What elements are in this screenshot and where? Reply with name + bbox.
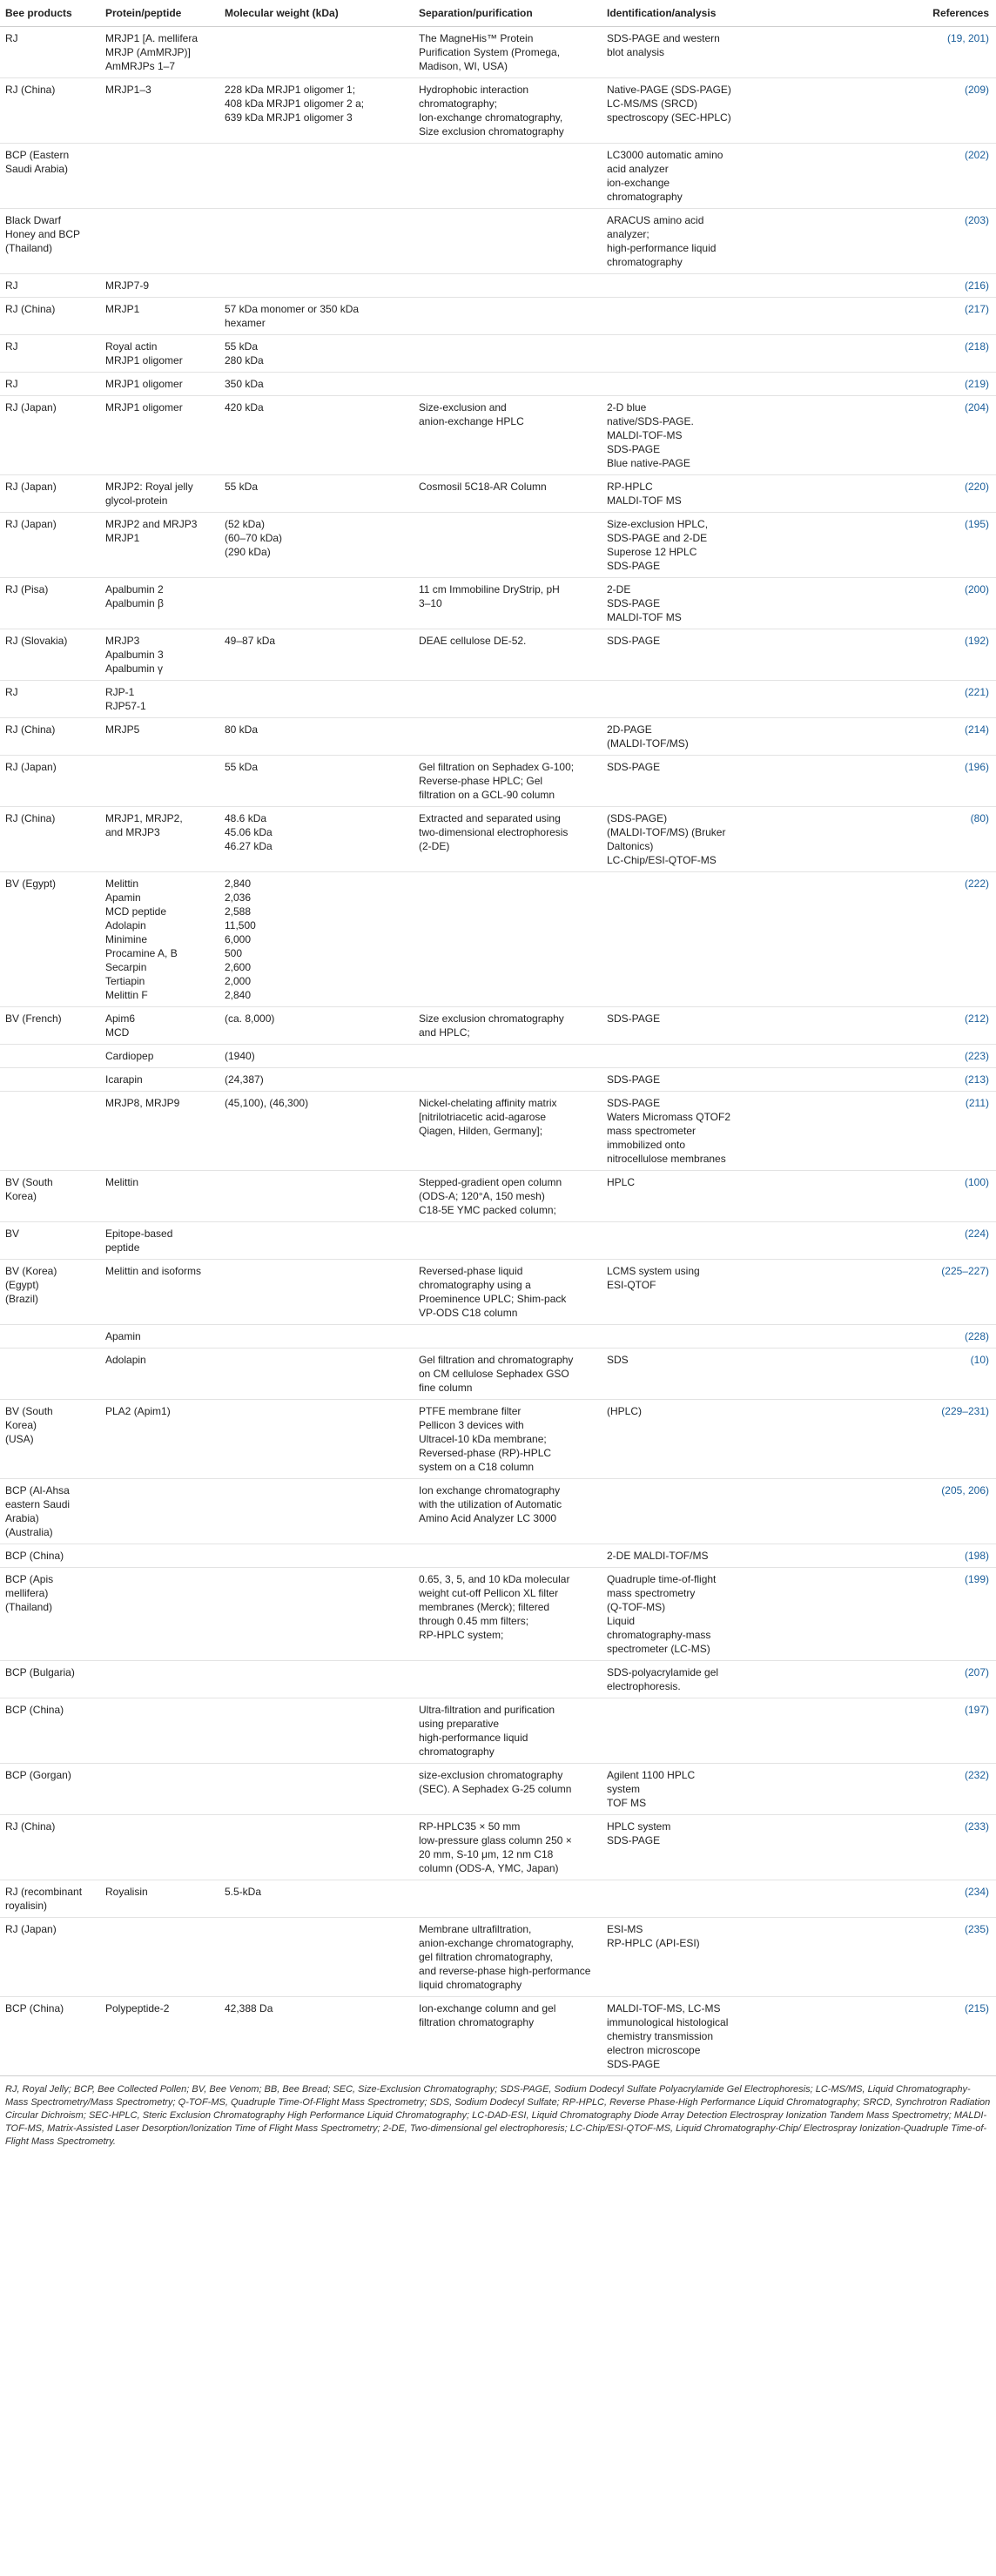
table-row [0,373,996,396]
cell-bee-product: BCP (Al-Ahsa eastern Saudi Arabia) (Australia) [0,1479,100,1544]
cell-separation [414,1325,602,1349]
cell-protein: Royal actin MRJP1 oligomer [100,335,219,373]
cell-reference[interactable]: (219) [796,373,996,396]
table-row [0,1997,996,2076]
cell-separation: Gel filtration on Sephadex G-100; Reverse-phase HPLC; Gel filtration on a GCL-90 column [414,756,602,807]
table-row [0,1815,996,1880]
cell-molecular-weight [219,1400,414,1479]
cell-reference[interactable]: (80) [796,807,996,872]
cell-bee-product: BV (Korea) (Egypt) (Brazil) [0,1260,100,1325]
table-row [0,144,996,209]
cell-separation: Ion exchange chromatography with the utilization of Automatic Amino Acid Analyzer LC 3000 [414,1479,602,1544]
cell-bee-product: RJ (Japan) [0,756,100,807]
table-footnote: RJ, Royal Jelly; BCP, Bee Collected Pollen; BV, Bee Venom; BB, Bee Bread; SEC, Size-Exclusion Chromatography; SDS-PAGE, Sodium Dodecyl Sulfate Polyacrylamide Gel Electrophoresis; LC-MS/MS, Liquid Chromatography-Mass Spectrometry/Mass Spectrometry; Q-TOF-MS, Quadruple Time-Of-Flight Mass Spectrometry; SDS, Sodium Dodecyl Sulfate; RP-HPLC, Reverse Phase-High Performance Liquid Chromatography; SRCD, Synchrotron Radiation Circular Dichroism; SEC-HPLC, Steric Exclusion Chromatography High Performance Liquid Chromatography; LC-DAD-ESI, Liquid Chromatography Diode Array Detection Electrospray Ionization Tandem Mass Spectrometry; MALDI-TOF-MS, Matrix-Assisted Laser Desorption/Ionization Time of Flight Mass Spectrometry; 2-DE, Two-dimensional gel electrophoresis; LC-Chip/ESI-QTOF-MS, Liquid Chromatography-Chip/ Electrospray Ionization-Quadruple Time-of-Flight Mass Spectrometry. [5,2084,991,2147]
cell-reference[interactable]: (220) [796,475,996,513]
cell-molecular-weight: 49–87 kDa [219,629,414,681]
cell-identification [602,1045,796,1068]
table-row [0,1068,996,1092]
cell-bee-product: RJ [0,335,100,373]
cell-reference[interactable]: (232) [796,1764,996,1815]
cell-reference[interactable]: (207) [796,1661,996,1698]
cell-separation: size-exclusion chromatography (SEC). A Sephadex G-25 column [414,1764,602,1815]
cell-identification: MALDI-TOF-MS, LC-MS immunological histological chemistry transmission electron microscope SDS-PAGE [602,1997,796,2076]
cell-identification [602,1880,796,1918]
cell-molecular-weight: 48.6 kDa 45.06 kDa 46.27 kDa [219,807,414,872]
cell-bee-product: RJ [0,373,100,396]
cell-identification [602,1698,796,1764]
cell-reference[interactable]: (19, 201) [796,27,996,78]
cell-separation: RP-HPLC35 × 50 mm low-pressure glass column 250 × 20 mm, S-10 μm, 12 nm C18 column (ODS-A, YMC, Japan) [414,1815,602,1880]
header-references: References [796,0,996,27]
cell-molecular-weight [219,1764,414,1815]
cell-molecular-weight [219,1698,414,1764]
cell-identification: HPLC system SDS-PAGE [602,1815,796,1880]
cell-molecular-weight: 80 kDa [219,718,414,756]
cell-protein: Royalisin [100,1880,219,1918]
cell-bee-product: Black Dwarf Honey and BCP (Thailand) [0,209,100,274]
table-row [0,1045,996,1068]
cell-reference[interactable]: (202) [796,144,996,209]
header-protein: Protein/peptide [100,0,219,27]
cell-molecular-weight [219,144,414,209]
cell-reference[interactable]: (205, 206) [796,1479,996,1544]
cell-identification: SDS-polyacrylamide gel electrophoresis. [602,1661,796,1698]
header-separation: Separation/purification [414,0,602,27]
cell-identification: LCMS system using ESI-QTOF [602,1260,796,1325]
cell-protein: MRJP2: Royal jelly glycol-protein [100,475,219,513]
cell-bee-product: RJ (Slovakia) [0,629,100,681]
cell-identification: SDS-PAGE [602,629,796,681]
cell-reference[interactable]: (235) [796,1918,996,1997]
cell-bee-product: BCP (China) [0,1698,100,1764]
cell-molecular-weight [219,1260,414,1325]
cell-bee-product: BV (French) [0,1007,100,1045]
cell-reference[interactable]: (196) [796,756,996,807]
cell-protein [100,1698,219,1764]
cell-identification: ESI-MS RP-HPLC (API-ESI) [602,1918,796,1997]
cell-protein [100,1918,219,1997]
table-row [0,298,996,335]
table-row [0,1764,996,1815]
table-row [0,1479,996,1544]
cell-protein: MRJP1 [A. mellifera MRJP (AmMRJP)] AmMRJPs 1–7 [100,27,219,78]
table-row [0,629,996,681]
cell-identification: Agilent 1100 HPLC system TOF MS [602,1764,796,1815]
table-row [0,578,996,629]
cell-separation [414,209,602,274]
cell-bee-product: RJ [0,274,100,298]
cell-protein: MRJP5 [100,718,219,756]
table-row [0,1325,996,1349]
cell-molecular-weight: 55 kDa [219,475,414,513]
table-row [0,1092,996,1171]
cell-identification: 2-DE MALDI-TOF/MS [602,1544,796,1568]
cell-reference[interactable]: (214) [796,718,996,756]
table-row [0,1222,996,1260]
table-header [0,0,996,27]
cell-molecular-weight [219,681,414,718]
table-row [0,1007,996,1045]
cell-molecular-weight: 55 kDa 280 kDa [219,335,414,373]
cell-protein: Apamin [100,1325,219,1349]
table-row [0,274,996,298]
cell-identification: LC3000 automatic amino acid analyzer ion-exchange chromatography [602,144,796,209]
cell-bee-product: RJ (Pisa) [0,578,100,629]
cell-reference[interactable]: (195) [796,513,996,578]
cell-protein: Melittin and isoforms [100,1260,219,1325]
cell-bee-product: BCP (China) [0,1544,100,1568]
table-row [0,807,996,872]
cell-protein: Melittin Apamin MCD peptide Adolapin Minimine Procamine A, B Secarpin Tertiapin Melittin F [100,872,219,1007]
cell-bee-product: RJ (Japan) [0,513,100,578]
cell-molecular-weight [219,1568,414,1661]
table-row [0,756,996,807]
cell-molecular-weight: (1940) [219,1045,414,1068]
cell-molecular-weight [219,274,414,298]
cell-protein [100,1661,219,1698]
cell-molecular-weight [219,1661,414,1698]
table-body [0,27,996,2076]
cell-identification [602,1325,796,1349]
cell-reference[interactable]: (204) [796,396,996,475]
cell-bee-product: BV (South Korea) (USA) [0,1400,100,1479]
table-row [0,1661,996,1698]
header-row [0,0,996,27]
cell-protein: Apim6 MCD [100,1007,219,1045]
cell-separation: Size exclusion chromatography and HPLC; [414,1007,602,1045]
cell-identification: 2D-PAGE (MALDI-TOF/MS) [602,718,796,756]
table-row [0,872,996,1007]
cell-bee-product: BCP (Gorgan) [0,1764,100,1815]
cell-bee-product: RJ [0,681,100,718]
cell-bee-product: RJ (China) [0,718,100,756]
header-identification: Identification/analysis [602,0,796,27]
cell-identification [602,872,796,1007]
cell-identification [602,335,796,373]
cell-identification [602,1479,796,1544]
cell-molecular-weight: 2,840 2,036 2,588 11,500 6,000 500 2,600 2,000 2,840 [219,872,414,1007]
cell-separation [414,681,602,718]
cell-molecular-weight [219,27,414,78]
cell-separation: DEAE cellulose DE-52. [414,629,602,681]
cell-reference[interactable]: (225–227) [796,1260,996,1325]
cell-separation: Hydrophobic interaction chromatography; Ion-exchange chromatography, Size exclusion chromatography [414,78,602,144]
cell-identification: SDS-PAGE [602,1007,796,1045]
cell-separation: Ultra-filtration and purification using preparative high-performance liquid chromatography [414,1698,602,1764]
cell-bee-product: RJ [0,27,100,78]
cell-molecular-weight: 57 kDa monomer or 350 kDa hexamer [219,298,414,335]
table-row [0,78,996,144]
cell-bee-product [0,1045,100,1068]
cell-protein: Cardiopep [100,1045,219,1068]
cell-molecular-weight [219,578,414,629]
table-row [0,1349,996,1400]
cell-separation: Membrane ultrafiltration, anion-exchange chromatography, gel filtration chromatography, and reverse-phase high-performance liquid chromatography [414,1918,602,1997]
cell-reference[interactable]: (221) [796,681,996,718]
cell-reference[interactable]: (100) [796,1171,996,1222]
cell-bee-product: RJ (China) [0,807,100,872]
table-row [0,209,996,274]
cell-identification: ARACUS amino acid analyzer; high-performance liquid chromatography [602,209,796,274]
cell-protein: MRJP1 oligomer [100,396,219,475]
cell-protein [100,1479,219,1544]
cell-bee-product: RJ (China) [0,78,100,144]
cell-molecular-weight: 42,388 Da [219,1997,414,2076]
cell-identification: 2-DE SDS-PAGE MALDI-TOF MS [602,578,796,629]
cell-protein: MRJP1–3 [100,78,219,144]
table-row [0,513,996,578]
cell-separation: PTFE membrane filter Pellicon 3 devices with Ultracel-10 kDa membrane; Reversed-phase (RP)-HPLC system on a C18 column [414,1400,602,1479]
cell-protein: Adolapin [100,1349,219,1400]
cell-reference[interactable]: (228) [796,1325,996,1349]
cell-reference[interactable]: (234) [796,1880,996,1918]
cell-separation [414,1880,602,1918]
table-row [0,475,996,513]
cell-protein: Epitope-based peptide [100,1222,219,1260]
cell-molecular-weight [219,1918,414,1997]
cell-bee-product: RJ (Japan) [0,396,100,475]
table-row [0,335,996,373]
cell-bee-product: BCP (Eastern Saudi Arabia) [0,144,100,209]
cell-reference[interactable]: (200) [796,578,996,629]
cell-reference[interactable]: (198) [796,1544,996,1568]
cell-identification: SDS-PAGE [602,756,796,807]
cell-separation: Extracted and separated using two-dimensional electrophoresis (2-DE) [414,807,602,872]
cell-separation [414,1045,602,1068]
cell-molecular-weight: 420 kDa [219,396,414,475]
cell-separation [414,373,602,396]
cell-bee-product: RJ (China) [0,298,100,335]
cell-identification: SDS-PAGE Waters Micromass QTOF2 mass spectrometer immobilized onto nitrocellulose membranes [602,1092,796,1171]
table-row [0,1400,996,1479]
header-molecular-weight: Molecular weight (kDa) [219,0,414,27]
cell-identification: SDS [602,1349,796,1400]
table-row [0,1918,996,1997]
cell-identification: RP-HPLC MALDI-TOF MS [602,475,796,513]
cell-identification: (SDS-PAGE) (MALDI-TOF/MS) (Bruker Daltonics) LC-Chip/ESI-QTOF-MS [602,807,796,872]
cell-protein: MRJP3 Apalbumin 3 Apalbumin γ [100,629,219,681]
cell-reference[interactable]: (217) [796,298,996,335]
cell-bee-product [0,1325,100,1349]
cell-reference[interactable]: (224) [796,1222,996,1260]
cell-reference[interactable]: (209) [796,78,996,144]
cell-separation [414,1068,602,1092]
cell-molecular-weight [219,1815,414,1880]
cell-molecular-weight: (24,387) [219,1068,414,1092]
cell-reference[interactable]: (229–231) [796,1400,996,1479]
cell-bee-product: BV (Egypt) [0,872,100,1007]
cell-protein: RJP-1 RJP57-1 [100,681,219,718]
cell-molecular-weight: (52 kDa) (60–70 kDa) (290 kDa) [219,513,414,578]
cell-protein [100,209,219,274]
cell-molecular-weight [219,1171,414,1222]
cell-protein: Polypeptide-2 [100,1997,219,2076]
cell-separation [414,1661,602,1698]
cell-separation: Ion-exchange column and gel filtration chromatography [414,1997,602,2076]
cell-identification: (HPLC) [602,1400,796,1479]
cell-separation [414,144,602,209]
cell-protein: MRJP1 [100,298,219,335]
cell-protein: PLA2 (Apim1) [100,1400,219,1479]
cell-molecular-weight [219,1479,414,1544]
cell-separation [414,298,602,335]
cell-separation [414,718,602,756]
table-row [0,396,996,475]
cell-identification: SDS-PAGE and western blot analysis [602,27,796,78]
cell-bee-product: BV [0,1222,100,1260]
cell-molecular-weight: (ca. 8,000) [219,1007,414,1045]
cell-molecular-weight [219,1222,414,1260]
cell-reference[interactable]: (215) [796,1997,996,2076]
cell-identification: SDS-PAGE [602,1068,796,1092]
cell-separation: Cosmosil 5C18-AR Column [414,475,602,513]
cell-protein: MRJP1, MRJP2, and MRJP3 [100,807,219,872]
cell-identification: Size-exclusion HPLC, SDS-PAGE and 2-DE Superose 12 HPLC SDS-PAGE [602,513,796,578]
table-row [0,681,996,718]
table-row [0,1171,996,1222]
cell-reference[interactable]: (203) [796,209,996,274]
cell-separation [414,274,602,298]
cell-separation: 11 cm Immobiline DryStrip, pH 3–10 [414,578,602,629]
cell-molecular-weight: 55 kDa [219,756,414,807]
cell-protein [100,1764,219,1815]
cell-bee-product: RJ (Japan) [0,1918,100,1997]
cell-identification: Native-PAGE (SDS-PAGE) LC-MS/MS (SRCD) spectroscopy (SEC-HPLC) [602,78,796,144]
cell-protein: Apalbumin 2 Apalbumin β [100,578,219,629]
cell-protein: MRJP7-9 [100,274,219,298]
cell-separation [414,872,602,1007]
cell-separation [414,513,602,578]
cell-separation: Stepped-gradient open column (ODS-A; 120°A, 150 mesh) C18-5E YMC packed column; [414,1171,602,1222]
cell-bee-product: RJ (China) [0,1815,100,1880]
cell-reference[interactable]: (212) [796,1007,996,1045]
cell-protein [100,144,219,209]
cell-bee-product [0,1349,100,1400]
cell-protein [100,756,219,807]
cell-molecular-weight [219,1349,414,1400]
cell-reference[interactable]: (223) [796,1045,996,1068]
table-row [0,718,996,756]
table-row [0,1880,996,1918]
cell-reference[interactable]: (211) [796,1092,996,1171]
table-row [0,1698,996,1764]
table-row [0,27,996,78]
cell-identification [602,298,796,335]
cell-protein [100,1568,219,1661]
cell-molecular-weight [219,1325,414,1349]
cell-molecular-weight [219,209,414,274]
cell-identification [602,373,796,396]
cell-reference[interactable]: (199) [796,1568,996,1661]
cell-identification [602,1222,796,1260]
cell-protein [100,1544,219,1568]
cell-separation: The MagneHis™ Protein Purification System (Promega, Madison, WI, USA) [414,27,602,78]
cell-separation [414,1222,602,1260]
cell-separation: 0.65, 3, 5, and 10 kDa molecular weight cut-off Pellicon XL filter membranes (Merck); filtered through 0.45 mm filters; RP-HPLC system; [414,1568,602,1661]
cell-reference[interactable]: (218) [796,335,996,373]
cell-identification [602,274,796,298]
cell-protein: Icarapin [100,1068,219,1092]
cell-protein: MRJP8, MRJP9 [100,1092,219,1171]
table-row [0,1568,996,1661]
cell-molecular-weight: 350 kDa [219,373,414,396]
cell-bee-product [0,1068,100,1092]
cell-bee-product: BCP (Bulgaria) [0,1661,100,1698]
cell-identification: 2-D blue native/SDS-PAGE. MALDI-TOF-MS SDS-PAGE Blue native-PAGE [602,396,796,475]
cell-reference[interactable]: (213) [796,1068,996,1092]
cell-reference[interactable]: (233) [796,1815,996,1880]
cell-protein: MRJP2 and MRJP3 MRJP1 [100,513,219,578]
cell-bee-product: BCP (Apis mellifera) (Thailand) [0,1568,100,1661]
cell-reference[interactable]: (222) [796,872,996,1007]
table-row [0,1260,996,1325]
cell-identification [602,681,796,718]
cell-molecular-weight: 5.5-kDa [219,1880,414,1918]
cell-bee-product: BCP (China) [0,1997,100,2076]
cell-bee-product: RJ (Japan) [0,475,100,513]
cell-reference[interactable]: (216) [796,274,996,298]
cell-separation: Reversed-phase liquid chromatography using a Proeminence UPLC; Shim-pack VP-ODS C18 column [414,1260,602,1325]
cell-separation: Gel filtration and chromatography on CM cellulose Sephadex GSO fine column [414,1349,602,1400]
cell-reference[interactable]: (10) [796,1349,996,1400]
cell-molecular-weight: (45,100), (46,300) [219,1092,414,1171]
cell-identification: HPLC [602,1171,796,1222]
cell-bee-product: RJ (recombinant royalisin) [0,1880,100,1918]
cell-separation: Nickel-chelating affinity matrix [nitrilotriacetic acid-agarose Qiagen, Hilden, Germany]; [414,1092,602,1171]
table-row [0,1544,996,1568]
cell-separation: Size-exclusion and anion-exchange HPLC [414,396,602,475]
cell-bee-product [0,1092,100,1171]
cell-protein [100,1815,219,1880]
header-bee-products: Bee products [0,0,100,27]
cell-molecular-weight [219,1544,414,1568]
cell-reference[interactable]: (192) [796,629,996,681]
cell-protein: Melittin [100,1171,219,1222]
cell-protein: MRJP1 oligomer [100,373,219,396]
cell-molecular-weight: 228 kDa MRJP1 oligomer 1; 408 kDa MRJP1 oligomer 2 a; 639 kDa MRJP1 oligomer 3 [219,78,414,144]
cell-separation [414,335,602,373]
cell-separation [414,1544,602,1568]
cell-reference[interactable]: (197) [796,1698,996,1764]
cell-bee-product: BV (South Korea) [0,1171,100,1222]
cell-identification: Quadruple time-of-flight mass spectrometry (Q-TOF-MS) Liquid chromatography-mass spectrometer (LC-MS) [602,1568,796,1661]
